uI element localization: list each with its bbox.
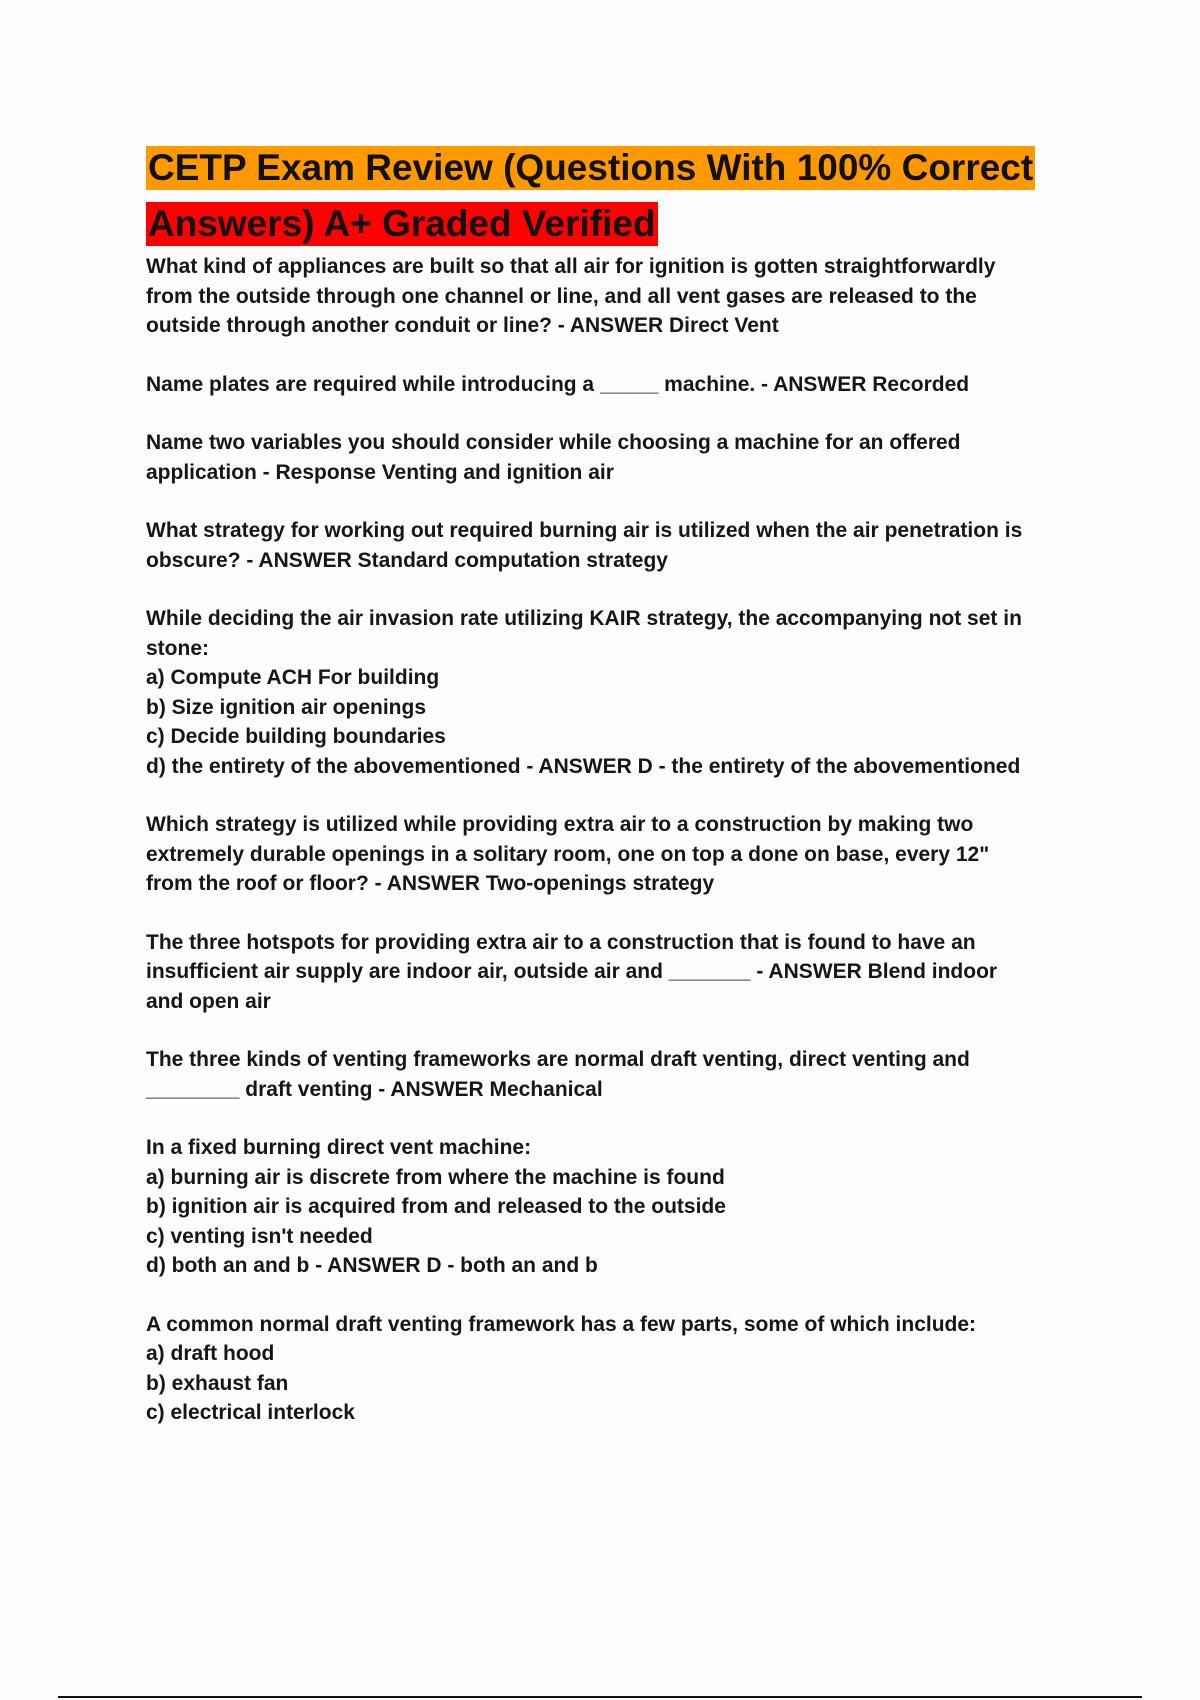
qa-item (146, 1310, 1086, 1428)
qa-item (146, 428, 1086, 487)
qa-text-line: Name plates are required while introducing a _____ machine. - ANSWER Recorded (146, 372, 970, 396)
qa-text-line: stone: (146, 636, 209, 660)
qa-text-line: What strategy for working out required burning air is utilized when the air penetration is (146, 519, 1023, 542)
qa-list (146, 252, 1086, 1457)
qa-text-line: While deciding the air invasion rate utilizing KAIR strategy, the accompanying not set in (146, 607, 1022, 630)
qa-text-line: and open air (146, 989, 271, 1013)
qa-text-line: The three hotspots for providing extra air to a construction that is found to have an (146, 930, 976, 954)
qa-text-line: insufficient air supply are indoor air, outside air and _______ - ANSWER Blend indoor (146, 960, 998, 983)
qa-text-line: What kind of appliances are built so that all air for ignition is gotten straightforwardly (146, 255, 996, 278)
qa-text-line: a) Compute ACH For building (146, 666, 440, 689)
qa-text-line: Which strategy is utilized while providing extra air to a construction by making two (146, 813, 974, 836)
qa-text-line: extremely durable openings in a solitary room, one on top a done on base, every 12" (146, 842, 990, 866)
qa-text-line: b) ignition air is acquired from and released to the outside (146, 1195, 726, 1218)
bottom-divider (58, 1696, 1142, 1698)
qa-text-line: Name two variables you should consider while choosing a machine for an offered (146, 431, 961, 454)
qa-item (146, 604, 1086, 781)
qa-text-line: ________ draft venting - ANSWER Mechanical (146, 1077, 603, 1101)
qa-text-line: b) exhaust fan (146, 1371, 289, 1395)
qa-text-line: d) both an and b - ANSWER D - both an and b (146, 1254, 598, 1277)
qa-item (146, 1045, 1086, 1104)
title-line-2: Answers) A+ Graded Verified (148, 203, 656, 244)
qa-text-line: d) the entirety of the abovementioned - ANSWER D - the entirety of the abovementioned (146, 754, 1021, 778)
qa-text-line: outside through another conduit or line? - ANSWER Direct Vent (146, 314, 779, 337)
qa-item (146, 516, 1086, 575)
qa-text-line: from the outside through one channel or line, and all vent gases are released to the (146, 284, 977, 308)
qa-text-line: A common normal draft venting framework has a few parts, some of which include: (146, 1312, 977, 1336)
qa-text-line: obscure? - ANSWER Standard computation strategy (146, 548, 668, 572)
qa-item (146, 810, 1086, 899)
qa-text-line: from the roof or floor? - ANSWER Two-openings strategy (146, 872, 715, 895)
title-line-1: CETP Exam Review (Questions With 100% Correct (148, 147, 1034, 188)
qa-text-line: c) venting isn't needed (146, 1224, 373, 1248)
qa-text-line: The three kinds of venting frameworks are normal draft venting, direct venting and (146, 1048, 970, 1071)
qa-text-line: b) Size ignition air openings (146, 695, 427, 719)
qa-text-line: a) burning air is discrete from where the machine is found (146, 1165, 725, 1189)
qa-text-line: application - Response Venting and ignition air (146, 460, 614, 484)
document-title (146, 146, 1086, 246)
qa-text-line: In a fixed burning direct vent machine: (146, 1136, 532, 1159)
qa-item (146, 370, 1086, 400)
qa-text-line: c) Decide building boundaries (146, 725, 446, 748)
qa-item (146, 1133, 1086, 1281)
qa-item (146, 252, 1086, 341)
qa-item (146, 928, 1086, 1017)
qa-text-line: a) draft hood (146, 1342, 275, 1365)
qa-text-line: c) electrical interlock (146, 1401, 355, 1424)
